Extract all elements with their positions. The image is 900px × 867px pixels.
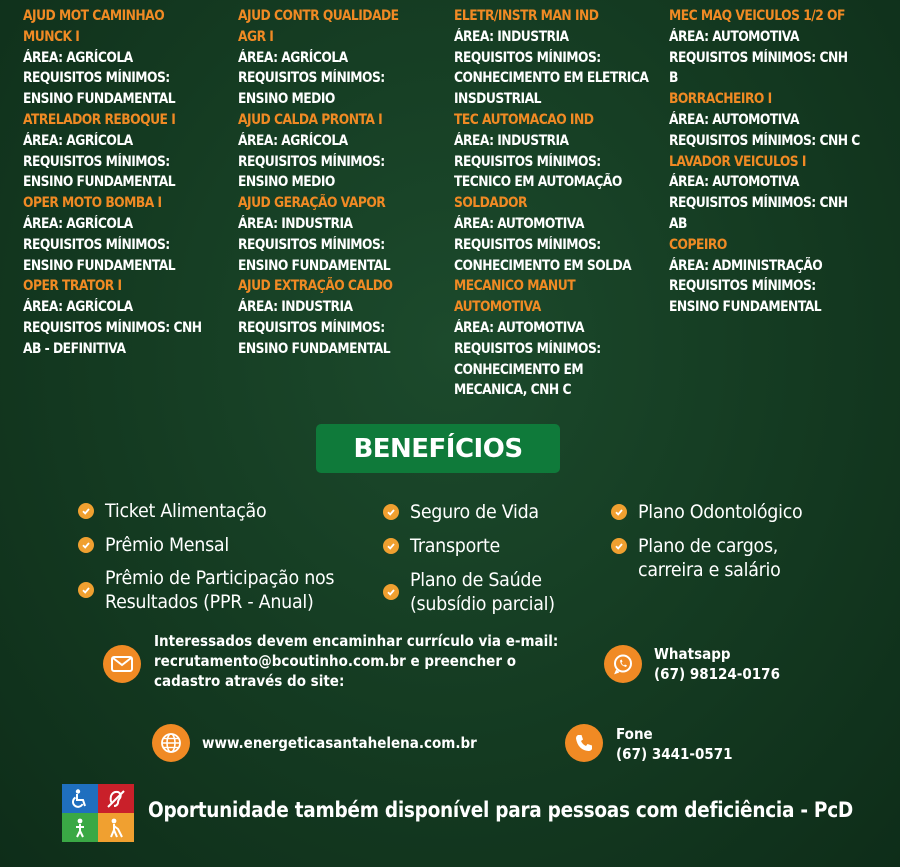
job-title: AGR I [238,28,274,45]
job-detail: ÁREA: AUTOMOTIVA [454,215,584,232]
phone-icon [565,724,603,762]
job-detail: ÁREA: AGRÍCOLA [23,299,133,316]
job-detail: REQUISITOS MÍNIMOS: CNH [23,319,202,336]
benefit-label [410,568,555,616]
job-detail: ENSINO FUNDAMENTAL [238,257,391,274]
email-instructions [154,631,558,691]
job-detail: REQUISITOS MÍNIMOS: [454,340,601,357]
job-column-4 [669,6,891,318]
whatsapp-icon [604,645,642,683]
benefit-item [383,500,550,524]
job-detail: ENSINO FUNDAMENTAL [23,257,176,274]
job-detail: REQUISITOS MÍNIMOS: CNH C [669,132,860,149]
globe-icon [152,724,190,762]
job-title: MUNCK I [23,28,80,45]
job-detail: ÁREA: AUTOMOTIVA [454,319,584,336]
job-detail: REQUISITOS MÍNIMOS: [454,49,601,66]
check-icon [611,538,627,554]
job-detail: CONHECIMENTO EM ELETRICA [454,70,649,87]
job-title: LAVADOR VEICULOS I [669,153,806,170]
job-detail: ÁREA: ADMINISTRAÇÃO [669,257,823,274]
benefit-label-line: Prêmio de Participação nos [105,567,335,589]
job-detail: ÁREA: AUTOMOTIVA [669,174,799,191]
benefit-label-line: Plano de cargos, [638,535,779,557]
check-icon [383,504,399,520]
email-instructions-line: cadastro através do site: [154,672,345,690]
job-title: OPER MOTO BOMBA I [23,195,162,212]
email-icon [103,645,141,683]
benefit-item [383,568,567,616]
job-detail: REQUISITOS MÍNIMOS: [23,153,170,170]
benefit-label-line: Plano de Saúde [410,569,542,591]
job-detail: REQUISITOS MÍNIMOS: CNH [669,195,848,212]
job-detail: ÁREA: AGRÍCOLA [238,49,348,66]
job-detail: ÁREA: AGRÍCOLA [23,49,133,66]
email-instructions-line: Interessados devem encaminhar currículo via e-mail: [154,632,559,650]
benefit-label: Plano Odontológico [638,501,803,523]
benefit-item [78,533,240,557]
job-detail: ÁREA: AGRÍCOLA [238,132,348,149]
job-title: AJUD CONTR QUALIDADE [238,8,399,24]
check-icon [383,538,399,554]
benefit-item [611,534,793,582]
benefit-label [105,566,334,614]
job-column-2 [238,6,460,360]
job-listings [0,6,900,406]
job-title: AJUD CALDA PRONTA I [238,111,383,128]
job-detail: ÁREA: AUTOMOTIVA [669,28,799,45]
job-title: BORRACHEIRO I [669,91,772,108]
job-title: MEC MAQ VEICULOS 1/2 OF [669,8,845,24]
job-title: AJUD GERAÇÃO VAPOR [238,195,386,212]
job-detail: ÁREA: AUTOMOTIVA [669,111,799,128]
whatsapp-contact [654,644,780,684]
job-detail: ENSINO FUNDAMENTAL [23,174,176,191]
job-detail: ENSINO MEDIO [238,174,335,191]
check-icon [78,582,94,598]
benefit-label-line: (subsídio parcial) [410,593,555,615]
job-detail: ÁREA: INDUSTRIA [454,28,569,45]
check-icon [78,503,94,519]
job-title: ATRELADOR REBOQUE I [23,111,176,128]
check-icon [611,504,627,520]
job-column-1 [23,6,245,360]
job-title: TEC AUTOMACAO IND [454,111,594,128]
job-column-3 [454,6,676,401]
job-detail: ÁREA: AGRÍCOLA [23,132,133,149]
hearing-impaired-icon [98,784,134,813]
job-detail: ÁREA: INDUSTRIA [238,299,353,316]
phone-number[interactable]: (67) 3441-0571 [616,745,733,763]
job-detail: REQUISITOS MÍNIMOS: [23,70,170,87]
job-title: MECANICO MANUT [454,278,576,295]
benefits-title: BENEFÍCIOS [316,424,560,473]
job-detail: REQUISITOS MÍNIMOS: [238,236,385,253]
job-title: OPER TRATOR I [23,278,122,295]
job-detail: ENSINO FUNDAMENTAL [23,91,176,108]
phone-label: Fone [616,725,653,743]
benefit-label-line: Resultados (PPR - Anual) [105,591,314,613]
whatsapp-label: Whatsapp [654,645,731,663]
benefit-item [78,566,354,614]
job-title: ELETR/INSTR MAN IND [454,8,599,24]
job-title: COPEIRO [669,236,727,253]
email-address[interactable]: recrutamento@bcoutinho.com.br e preencher o [154,652,516,670]
job-detail: ENSINO FUNDAMENTAL [238,340,391,357]
job-detail: CONHECIMENTO EM SOLDA [454,257,632,274]
benefit-label [638,534,781,582]
job-detail: ENSINO FUNDAMENTAL [669,299,822,316]
job-title: SOLDADOR [454,195,527,212]
job-detail: REQUISITOS MÍNIMOS: [238,153,385,170]
job-detail: INSDUSTRIAL [454,91,541,108]
benefit-item [78,499,280,523]
job-detail: MECANICA, CNH C [454,382,571,399]
job-title: AJUD MOT CAMINHAO [23,8,165,24]
website-link[interactable]: www.energeticasantahelena.com.br [202,734,477,752]
check-icon [383,584,399,600]
benefit-label-line: carreira e salário [638,559,781,581]
benefit-label: Seguro de Vida [410,501,539,523]
job-detail: REQUISITOS MÍNIMOS: [454,236,601,253]
job-detail: AB - DEFINITIVA [23,340,126,357]
job-title: AJUD EXTRAÇÃO CALDO [238,278,393,295]
job-detail: TECNICO EM AUTOMAÇÃO [454,174,622,191]
phone-contact [616,724,733,764]
job-detail: ÁREA: INDUSTRIA [238,215,353,232]
job-detail: REQUISITOS MÍNIMOS: [238,70,385,87]
visual-impaired-icon [98,813,134,842]
benefit-item [383,534,508,558]
benefit-item [611,500,817,524]
job-title: AUTOMOTIVA [454,299,541,316]
job-detail: REQUISITOS MÍNIMOS: CNH [669,49,848,66]
job-detail: CONHECIMENTO EM [454,361,584,378]
pcd-notice: Oportunidade também disponível para pessoas com deficiência - PcD [148,798,853,822]
job-detail: REQUISITOS MÍNIMOS: [669,278,816,295]
accessibility-icons [62,784,134,842]
wheelchair-icon [62,784,98,813]
check-icon [78,537,94,553]
job-detail: ENSINO MEDIO [238,91,335,108]
job-detail: ÁREA: AGRÍCOLA [23,215,133,232]
benefit-label: Prêmio Mensal [105,534,229,556]
job-detail: REQUISITOS MÍNIMOS: [454,153,601,170]
job-detail: AB [669,215,687,232]
whatsapp-number[interactable]: (67) 98124-0176 [654,665,780,683]
job-detail: B [669,70,678,87]
benefit-label: Ticket Alimentação [105,500,267,522]
benefit-label: Transporte [410,535,501,557]
job-detail: REQUISITOS MÍNIMOS: [238,319,385,336]
job-detail: ÁREA: INDUSTRIA [454,132,569,149]
job-detail: REQUISITOS MÍNIMOS: [23,236,170,253]
intellectual-disability-icon [62,813,98,842]
